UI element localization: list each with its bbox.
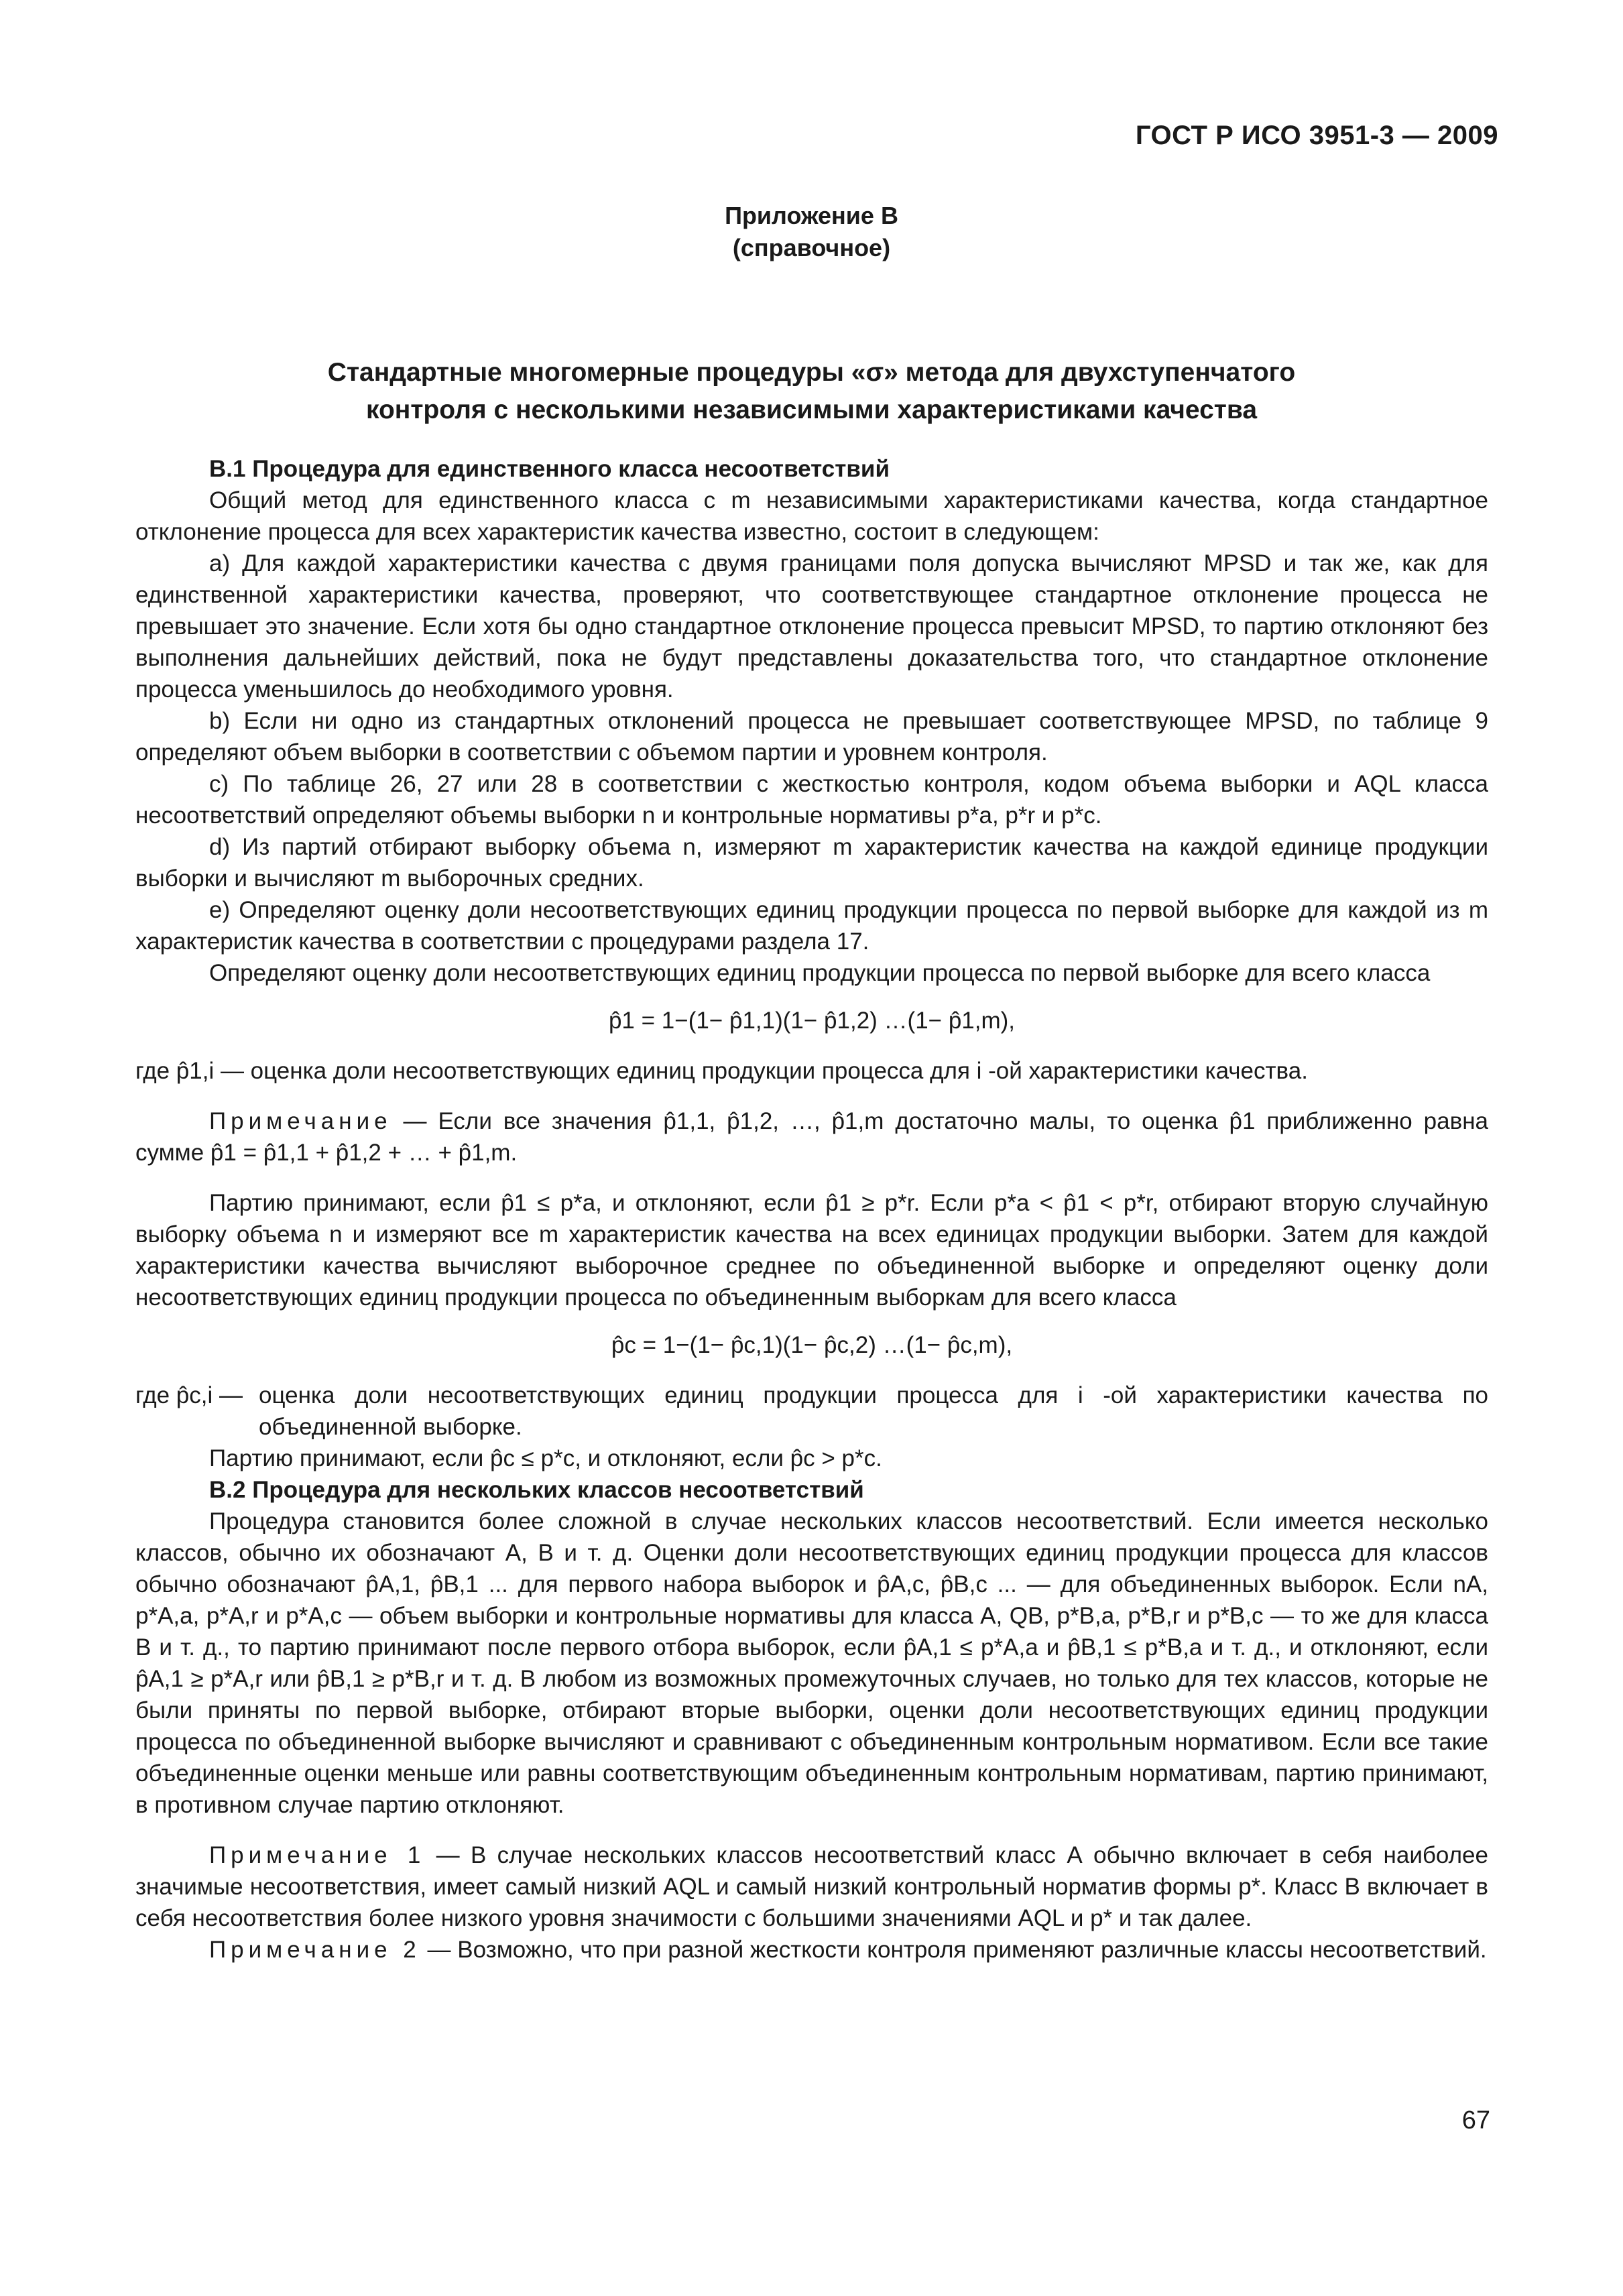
appendix-type: (справочное) <box>732 234 891 261</box>
formula-first-sample-definition: где p̂1,i — оценка доли несоответствующих единиц продукции процесса для i -ой характеристики качества. <box>135 1058 1308 1084</box>
appendix-label: Приложение В <box>725 202 898 229</box>
note-1-label: Примечание 1 <box>209 1842 426 1868</box>
section-b2-heading: В.2 Процедура для нескольких классов несоответствий <box>209 1477 864 1503</box>
definition-term: где p̂c,i — <box>135 1382 243 1408</box>
note-2-text: — Возможно, что при разной жесткости контроля применяют различные классы несоответствий. <box>427 1937 1487 1963</box>
note-text: — Если все значения p̂1,1, p̂1,2, …, p̂1,m достаточно малы, то оценка p̂1 приближенно равна сумме p̂1 = p̂1,1 + p̂1,2 + … + p̂1,m. <box>135 1108 1488 1166</box>
formula-first-sample: p̂1 = 1−(1− p̂1,1)(1− p̂1,2) …(1− p̂1,m), <box>608 1008 1016 1034</box>
list-item-b: b) Если ни одно из стандартных отклонений процесса не превышает соответствующее MPSD, по таблице 9 определяют объем выборки в соответствии с объемом партии и уровнем контроля. <box>135 708 1488 766</box>
appendix-heading <box>0 200 1623 264</box>
page-title <box>0 354 1623 429</box>
title-line-1: Стандартные многомерные процедуры «σ» метода для двухступенчатого <box>327 358 1296 387</box>
class-estimate-paragraph: Определяют оценку доли несоответствующих единиц продукции процесса по первой выборке для всего класса <box>209 960 1431 986</box>
section-b2-paragraph: Процедура становится более сложной в случае нескольких классов несоответствий. Если имеется несколько классов, обычно их обозначают А, В и т. д. Оценки доли несоответствующих единиц продукции процесса для классов обычно обозначают p̂A,1, p̂B,1 ... для первого набора выборок и p̂A,c, p̂B,c ... — для объединенных выборок. Если nA, p*A,a, p*A,r и p*A,c — объем выборки и контрольные нормативы для класса А, QB, p*B,a, p*B,r и p*B,c — то же для класса В и т. д., то партию принимают после первого отбора выборок, если p̂A,1 ≤ p*A,a и p̂B,1 ≤ p*B,a и т. д., и отклоняют, если p̂A,1 ≥ p*A,r или p̂B,1 ≥ p*B,r и т. д. В любом из возможных промежуточных случаев, но только для тех классов, которые не были приняты по первой выборке, отбирают вторые выборки, оценки доли несоответствующих единиц продукции процесса по объединенной выборке вычисляют и сравнивают с объединенным контрольным нормативом. Если все такие объединенные оценки меньше или равны соответствующим объединенным контрольным нормативам, партию принимают, в противном случае партию отклоняют. <box>135 1508 1489 1818</box>
definition-text: оценка доли несоответствующих единиц продукции процесса для i -ой характеристики качества по объединенной выборке. <box>259 1382 1488 1440</box>
note-1 <box>135 1839 1488 1934</box>
title-line-2: контроля с несколькими независимыми характеристиками качества <box>365 396 1258 424</box>
list-item-a: а) Для каждой характеристики качества с двумя границами поля допуска вычисляют MPSD и так же, как для единственной характеристики качества, проверяют, что соответствующее стандартное отклонение процесса не превышает это значение. Если хотя бы одно стандартное отклонение процесса превысит MPSD, то партию отклоняют без выполнения дальнейших действий, пока не будут представлены доказательства того, что стандартное отклонение процесса уменьшилось до необходимого уровня. <box>135 550 1488 703</box>
standard-code-header: ГОСТ Р ИСО 3951-3 — 2009 <box>1135 121 1498 150</box>
formula-combined-sample-definition <box>135 1380 1488 1443</box>
list-item-d: d) Из партий отбирают выборку объема n, измеряют m характеристик качества на каждой единице продукции выборки и вычисляют m выборочных средних. <box>135 834 1488 892</box>
note-1-text: — В случае нескольких классов несоответствий класс А обычно включает в себя наиболее значимые несоответствия, имеет самый низкий AQL и самый низкий контрольный норматив формы p*. Класс В включает в себя несоответствия более низкого уровня значимости с большими значениями AQL и p* и так далее. <box>135 1842 1488 1931</box>
section-b1-intro: Общий метод для единственного класса с m независимыми характеристиками качества, когда стандартное отклонение процесса для всех характеристик качества известно, состоит в следующем: <box>135 487 1488 545</box>
page-number: 67 <box>1461 2106 1490 2134</box>
section-b1-heading: В.1 Процедура для единственного класса несоответствий <box>209 456 890 482</box>
list-item-e: e) Определяют оценку доли несоответствующих единиц продукции процесса по первой выборке для каждой из m характеристик качества в соответствии с процедурами раздела 17. <box>135 897 1488 955</box>
list-item-c: c) По таблице 26, 27 или 28 в соответствии с жесткостью контроля, кодом объема выборки и AQL класса несоответствий определяют объемы выборки n и контрольные нормативы p*a, p*r и p*c. <box>135 771 1488 829</box>
note-2-label: Примечание 2 <box>209 1937 421 1963</box>
acceptance-rule-paragraph: Партию принимают, если p̂1 ≤ p*a, и отклоняют, если p̂1 ≥ p*r. Если p*a < p̂1 < p*r, отбирают вторую случайную выборку объема n и измеряют все m характеристик качества на всех единицах продукции выборки. Затем для каждой характеристики качества вычисляют выборочное среднее по объединенной выборке и определяют оценку доли несоответствующих единиц продукции процесса по объединенным выборкам для всего класса <box>135 1190 1488 1311</box>
document-body <box>135 453 1488 1966</box>
note-2 <box>135 1934 1488 1966</box>
note-b1 <box>135 1105 1488 1168</box>
formula-combined-sample: p̂c = 1−(1− p̂c,1)(1− p̂c,2) …(1− p̂c,m), <box>611 1332 1013 1358</box>
note-label: Примечание <box>209 1108 392 1134</box>
combined-acceptance-rule: Партию принимают, если p̂c ≤ p*c, и отклоняют, если p̂c > p*c. <box>209 1445 882 1471</box>
